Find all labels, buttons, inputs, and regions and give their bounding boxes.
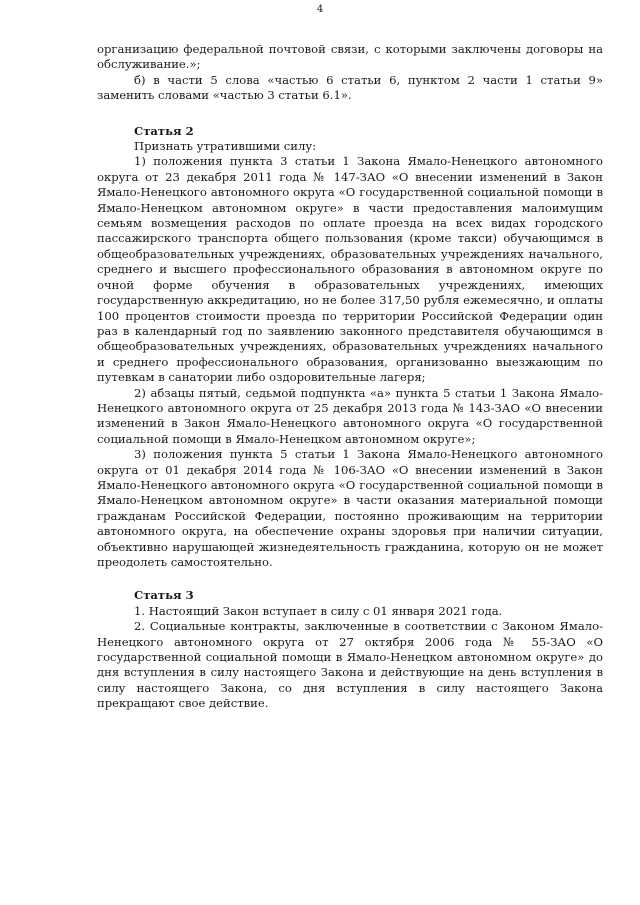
article-2-item-1: 1) положения пункта 3 статьи 1 Закона Ямало-Ненецкого автономного округа от 23 декабря 2011 года № 147-ЗАО «О внесении изменений в Закон Ямало-Ненецкого автономного округа «О государственной социальной помощи в Ямало-Ненецком автономном округе» в части предоставления малоимущим семьям возмещения расходов по оплате проезда на всех видах городского пассажирского транспорта общего пользования (кроме такси) обучающимся в общеобразовательных учреждениях, образовательных учреждениях начального, среднего и высшего профессионального образования в автономном округе по очной форме обучения в образовательных учреждениях, имеющих государственную аккредитацию, но не более 317,50 рубля ежемесячно, и оплаты 100 процентов стоимости проезда по территории Российской Федерации один раз в календарный год по заявлению законного представителя обучающимся в общеобразовательных учреждениях, образовательных учреждениях начального и среднего профессионального образования, организованно выезжающим по путевкам в санатории либо оздоровительные лагеря; [97,154,603,385]
paragraph-continuation: организацию федеральной почтовой связи, с которыми заключены договоры на обслуживание.»; [97,42,603,72]
document-body [97,42,603,712]
article-2-item-2: 2) абзацы пятый, седьмой подпункта «а» пункта 5 статьи 1 Закона Ямало-Ненецкого автономного округа от 25 декабря 2013 года № 143-ЗАО «О внесении изменений в Закон Ямало-Ненецкого автономного округа «О государственной социальной помощи в Ямало-Ненецком автономном округе»; [97,385,603,446]
article-3-item-2: 2. Социальные контракты, заключенные в соответствии с Законом Ямало-Ненецкого автономного округа от 27 октября 2006 года № 55-ЗАО «О государственной социальной помощи в Ямало-Ненецком автономном округе» до дня вступления в силу настоящего Закона и действующие на день вступления в силу настоящего Закона, со дня вступления в силу настоящего Закона прекращают свое действие. [97,619,603,711]
article-3-item-1: 1. Настоящий Закон вступает в силу с 01 января 2021 года. [134,603,503,618]
article-2-heading: Статья 2 [134,123,194,138]
paragraph-amendment-b: б) в части 5 слова «частью 6 статьи 6, пунктом 2 части 1 статьи 9» заменить словами «частью 3 статьи 6.1». [97,72,603,103]
article-2-item-3: 3) положения пункта 5 статьи 1 Закона Ямало-Ненецкого автономного округа от 01 декабря 2014 года № 106-ЗАО «О внесении изменений в Закон Ямало-Ненецкого автономного округа «О государственной социальной помощи в Ямало-Ненецком автономном округе» в части оказания материальной помощи гражданам Российской Федерации, постоянно проживающим на территории автономного округа, на обеспечение охраны здоровья при наличии ситуации, объективно нарушающей жизнедеятельность гражданина, которую он не может преодолеть самостоятельно. [97,447,603,569]
article-2-intro: Признать утратившими силу: [134,139,317,154]
spacer [97,570,603,588]
article-3-heading: Статья 3 [134,588,194,603]
page-number: 4 [316,4,324,15]
spacer [97,104,603,124]
